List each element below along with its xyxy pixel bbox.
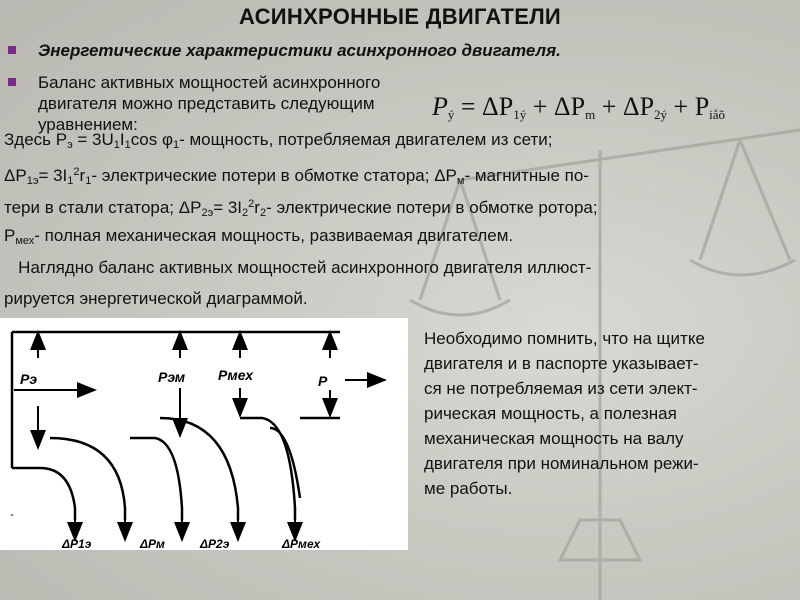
text-run: - электрические потери в обмотке ротора;: [266, 198, 598, 217]
text-sub: 1: [67, 175, 74, 187]
loss-branch-3: [160, 418, 238, 520]
text-run: P: [4, 226, 16, 245]
note-text: Необходимо помнить, что на щитке двигателя и в паспорте указывает- ся не потребляемая из сети элект- рическая мощность, а полезная механическая мощность на валу двигателя при номинальном режи- ме работы.: [424, 329, 705, 498]
text-run: I: [119, 130, 125, 149]
eq-sub: 1ý: [513, 107, 527, 122]
label-loss-2: ΔPм: [140, 537, 165, 550]
text-run: - магнитные по-: [464, 166, 589, 185]
text-sub: 1: [124, 139, 131, 151]
bullet-text: Энергетические характеристики асинхронного двигателя.: [38, 41, 561, 60]
bottom-mark: -: [10, 507, 14, 521]
text-sup: 2: [248, 198, 255, 210]
bullet-item-1: [8, 40, 561, 61]
text-sup: 2: [73, 166, 80, 178]
text-run: - электрические потери в обмотке статора; ΔP: [91, 166, 457, 185]
text-run: - мощность, потребляемая двигателем из сети;: [179, 130, 553, 149]
text-sub: 2: [259, 207, 267, 219]
text-run: r: [254, 198, 260, 217]
text-sub: э: [67, 139, 73, 151]
energy-diagram-svg: [0, 318, 408, 550]
loss-branch-4: [240, 418, 295, 520]
text-sub: 1: [172, 139, 180, 151]
eq-sub: m: [585, 107, 596, 122]
label-pe: Pэ: [20, 371, 38, 387]
energy-diagram: [0, 318, 408, 550]
paragraph-line-5: Наглядно баланс активных мощностей асинхронного двигателя иллюст-: [4, 258, 592, 277]
text-run: = 3I: [38, 166, 68, 185]
loss-branch-4-inner: [270, 428, 300, 498]
eq-term: + ΔP: [526, 92, 586, 121]
bullet-marker-icon: [8, 46, 16, 54]
text-sub: м: [456, 175, 465, 187]
text-sub: 1э: [26, 175, 39, 187]
text-run: - полная механическая мощность, развиваемая двигателем.: [34, 226, 514, 245]
paragraph-line-3: [4, 194, 598, 223]
text-sub: 2э: [201, 207, 214, 219]
bullet-item-2: [8, 72, 428, 135]
label-loss-3: ΔP2э: [200, 537, 230, 550]
paragraph-line-2: [4, 162, 589, 191]
label-pmeh: Pмех: [218, 367, 254, 383]
text-run: Здесь P: [4, 130, 68, 149]
text-sub: 1: [113, 139, 120, 151]
loss-branch-1-inner: [50, 438, 125, 520]
label-p: P: [318, 373, 328, 389]
text-run: = 3I: [213, 198, 243, 217]
label-loss-1: ΔP1э: [62, 537, 92, 550]
eq-term: + ΔP: [595, 92, 655, 121]
eq-sub: ý: [447, 107, 455, 122]
eq-sub: iåõ: [709, 107, 726, 122]
loss-branch-1: [12, 468, 75, 520]
label-pem: Pэм: [158, 369, 186, 385]
paragraph-line-1: [4, 130, 553, 155]
paragraph-line-6: рируется энергетической диаграммой.: [4, 289, 308, 308]
eq-term: = ΔP: [454, 92, 514, 121]
eq-term: P: [432, 92, 448, 121]
paragraph-line-4: [4, 226, 513, 251]
text-run: ΔP: [4, 166, 27, 185]
text-sub: 2: [242, 207, 249, 219]
bullet-text: Баланс активных мощностей асинхронного двигателя можно представить следующим уравнением:: [38, 73, 381, 134]
text-run: = 3U: [72, 130, 114, 149]
text-run: тери в стали статора; ΔP: [4, 198, 202, 217]
text-run: cos φ: [130, 130, 173, 149]
text-sub: 1: [85, 175, 92, 187]
page-title: АСИНХРОННЫЕ ДВИГАТЕЛИ: [238, 4, 562, 29]
power-balance-equation: [432, 92, 725, 123]
text-sub: мех: [15, 235, 35, 247]
text-run: r: [79, 166, 86, 185]
bullet-marker-icon: [8, 78, 16, 86]
loss-branch-2: [130, 438, 182, 520]
label-loss-4: ΔPмех: [282, 537, 321, 550]
eq-term: + P: [667, 92, 710, 121]
eq-sub: 2ý: [654, 107, 668, 122]
